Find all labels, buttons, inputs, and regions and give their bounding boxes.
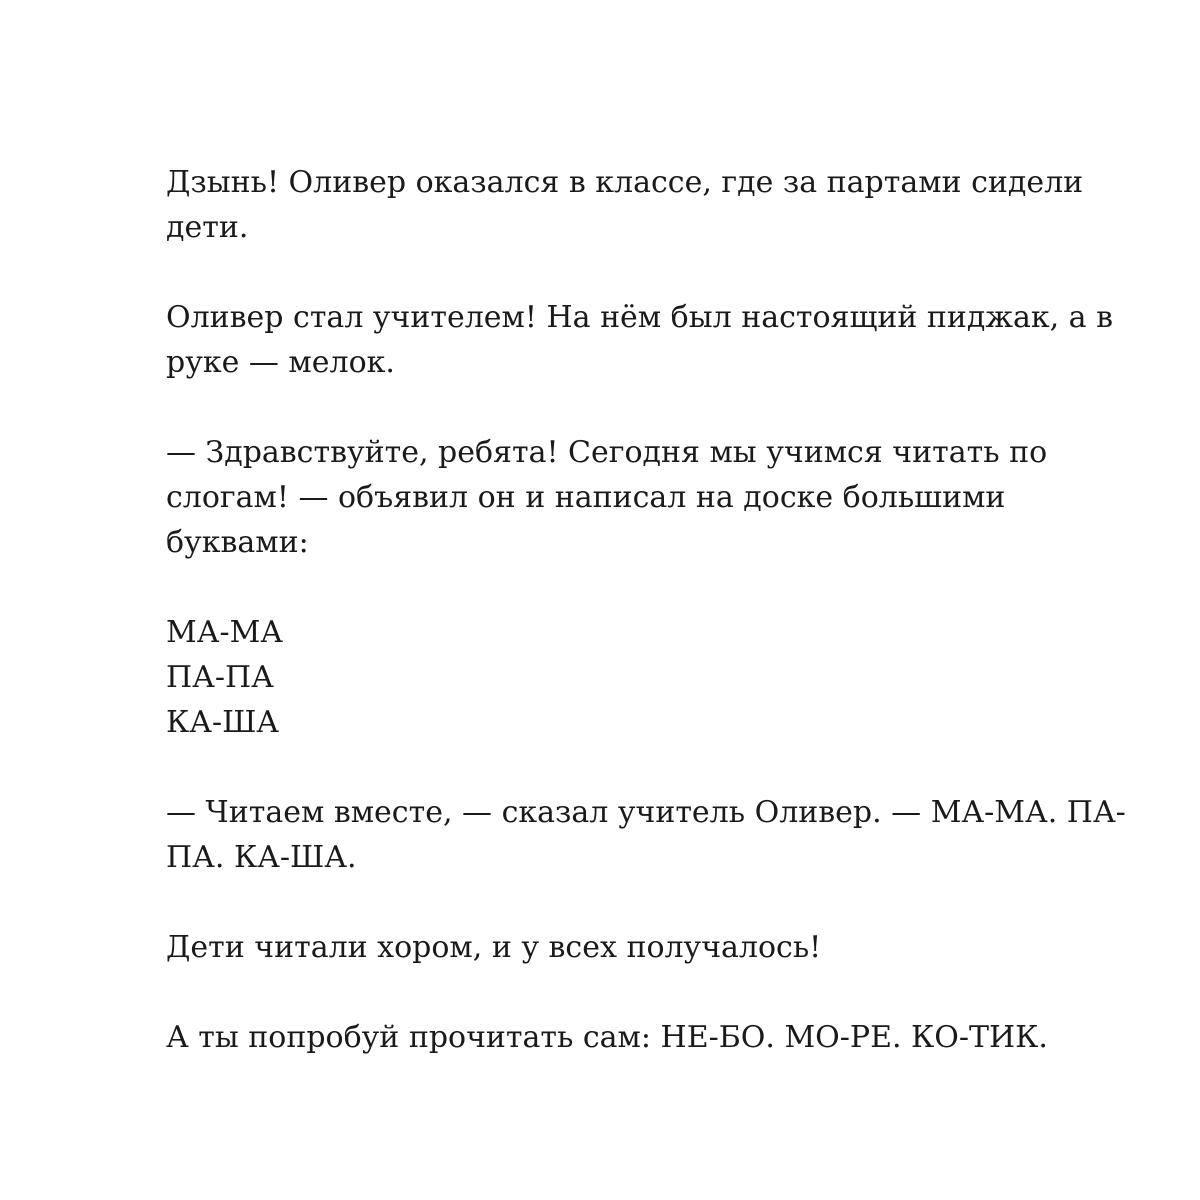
paragraph-line: — Читаем вместе, — сказал учитель Оливер. — МА-МА. ПА- bbox=[166, 795, 1126, 830]
story-text bbox=[166, 160, 1126, 1105]
paragraph-line: Оливер стал учителем! На нём был настоящий пиджак, а в bbox=[166, 300, 1113, 335]
paragraph-line: — Здравствуйте, ребята! Сегодня мы учимся читать по bbox=[166, 435, 1048, 470]
syllable-item: КА-ША bbox=[166, 705, 280, 740]
paragraph-line: дети. bbox=[166, 210, 249, 245]
paragraph-line: Дзынь! Оливер оказался в классе, где за партами сидели bbox=[166, 165, 1084, 200]
syllable-item: МА-МА bbox=[166, 615, 284, 650]
paragraph-line: А ты попробуй прочитать сам: НЕ-БО. МО-РЕ. КО-ТИК. bbox=[166, 1020, 1048, 1055]
paragraph-arrival bbox=[166, 160, 1106, 250]
paragraph-teacher bbox=[166, 295, 1113, 385]
syllable-list bbox=[166, 610, 1106, 745]
paragraph-line: буквами: bbox=[166, 525, 309, 560]
paragraph-try-yourself bbox=[166, 1015, 1106, 1060]
paragraph-line: руке — мелок. bbox=[166, 345, 395, 380]
paragraph-greeting bbox=[166, 430, 1106, 565]
paragraph-reading-together bbox=[166, 790, 1126, 880]
syllable-item: ПА-ПА bbox=[166, 660, 274, 695]
paragraph-success bbox=[166, 925, 1106, 970]
paragraph-line: слогам! — объявил он и написал на доске большими bbox=[166, 480, 1006, 515]
paragraph-line: Дети читали хором, и у всех получалось! bbox=[166, 930, 822, 965]
paragraph-line: ПА. КА-ША. bbox=[166, 840, 357, 875]
